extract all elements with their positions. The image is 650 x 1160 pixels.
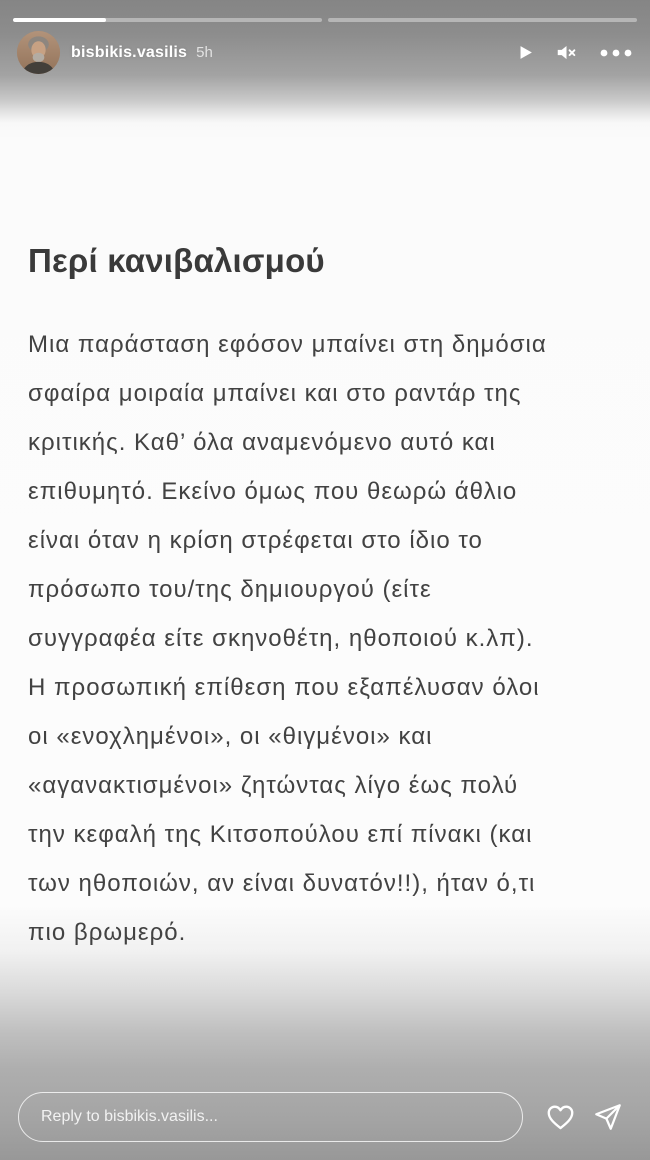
header-actions (517, 42, 633, 63)
story-header (17, 31, 633, 74)
share-icon[interactable] (592, 1101, 624, 1133)
story-text-line: Μια παράσταση εφόσον μπαίνει στη δημόσια (28, 331, 547, 358)
progress-fill (13, 18, 106, 22)
story-progress-bar (13, 18, 637, 22)
story-text-line: πρόσωπο του/της δημιουργού (είτε (28, 576, 432, 603)
progress-segment-1[interactable] (13, 18, 322, 22)
story-body-text (28, 320, 640, 957)
story-text-line: πιο βρωμερό. (28, 919, 187, 946)
story-text-line: «αγανακτισμένοι» ζητώντας λίγο έως πολύ (28, 772, 519, 799)
story-text-line: την κεφαλή της Κιτσοπούλου επί πίνακι (και (28, 821, 533, 848)
progress-segment-2[interactable] (328, 18, 637, 22)
story-title: Περί κανιβαλισμού (28, 242, 325, 279)
story-timestamp: 5h (196, 44, 213, 61)
heart-icon[interactable] (544, 1101, 576, 1133)
avatar-portrait (17, 31, 60, 74)
avatar[interactable] (17, 31, 60, 74)
play-icon[interactable] (517, 43, 534, 62)
story-text-line: κριτικής. Καθ’ όλα αναμενόμενο αυτό και (28, 429, 496, 456)
more-options-icon[interactable] (599, 48, 633, 58)
story-text-line: επιθυμητό. Εκείνο όμως που θεωρώ άθλιο (28, 478, 518, 505)
story-text-line: σφαίρα μοιραία μπαίνει και στο ραντάρ της (28, 380, 522, 407)
reply-bar (18, 1092, 523, 1142)
username[interactable]: bisbikis.vasilis (71, 43, 188, 61)
story-text-line: Η προσωπική επίθεση που εξαπέλυσαν όλοι (28, 674, 540, 701)
story-text-line: είναι όταν η κρίση στρέφεται στο ίδιο το (28, 527, 483, 554)
reply-input[interactable] (19, 1093, 522, 1141)
story-text-line: των ηθοποιών, αν είναι δυνατόν!!), ήταν ό,τι (28, 870, 536, 897)
story-text-line: οι «ενοχλημένοι», οι «θιγμένοι» και (28, 723, 433, 750)
mute-icon[interactable] (555, 42, 578, 63)
story-text-line: συγγραφέα είτε σκηνοθέτη, ηθοποιού κ.λπ). (28, 625, 534, 652)
